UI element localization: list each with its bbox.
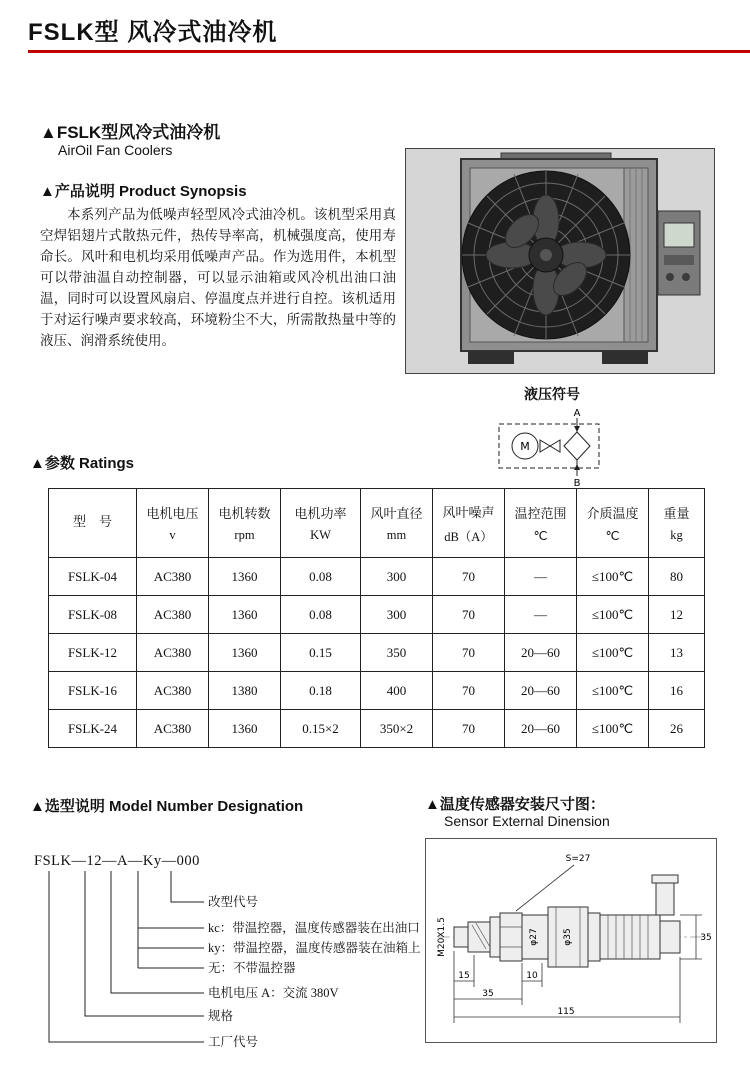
cell: AC380 bbox=[137, 710, 209, 748]
cell: 20—60 bbox=[505, 710, 577, 748]
model-code: FSLK—12—A—Ky—000 bbox=[34, 853, 200, 869]
cell: 80 bbox=[649, 558, 705, 596]
cell: 70 bbox=[433, 710, 505, 748]
model-designation-heading: ▲选型说明 Model Number Designation bbox=[30, 798, 304, 815]
product-photo bbox=[405, 148, 715, 374]
cell: 70 bbox=[433, 634, 505, 672]
sensor-heading-cn: ▲温度传感器安装尺寸图： bbox=[425, 796, 605, 813]
dim-phi35: φ35 bbox=[563, 928, 573, 946]
cell: — bbox=[505, 596, 577, 634]
cell: 0.08 bbox=[281, 596, 361, 634]
cell: ≤100℃ bbox=[577, 596, 649, 634]
table-row bbox=[49, 596, 705, 634]
cell: 70 bbox=[433, 596, 505, 634]
dim-115: 115 bbox=[557, 1007, 575, 1017]
cell: 20—60 bbox=[505, 672, 577, 710]
sensor-drawing bbox=[426, 839, 716, 1042]
dim-35: 35 bbox=[482, 989, 494, 999]
table-row bbox=[49, 710, 705, 748]
cell: 0.15×2 bbox=[281, 710, 361, 748]
column-header: 电机电压 v bbox=[137, 489, 209, 558]
port-a-label: A bbox=[573, 408, 581, 419]
designation-note: 无：不带温控器 bbox=[208, 961, 296, 975]
cell: 350×2 bbox=[361, 710, 433, 748]
designation-note: 电机电压 A：交流 380V bbox=[208, 986, 339, 1000]
cell: 1360 bbox=[209, 558, 281, 596]
cell: 300 bbox=[361, 596, 433, 634]
table-header-row bbox=[49, 489, 705, 558]
cell: 1360 bbox=[209, 596, 281, 634]
cell-model: FSLK-12 bbox=[49, 634, 137, 672]
column-header: 风叶噪声 dB（A） bbox=[433, 489, 505, 558]
cell: 300 bbox=[361, 558, 433, 596]
hydraulic-symbol-diagram bbox=[477, 406, 627, 488]
product-heading-en: AirOil Fan Coolers bbox=[58, 142, 173, 158]
table-row bbox=[49, 558, 705, 596]
model-designation-diagram bbox=[30, 845, 430, 1060]
designation-note: ky：带温控器，温度传感器装在油箱上 bbox=[208, 941, 421, 955]
column-header: 介质温度 ℃ bbox=[577, 489, 649, 558]
page-title: FSLK型 风冷式油冷机 bbox=[28, 19, 278, 46]
cell: 1360 bbox=[209, 634, 281, 672]
cell: AC380 bbox=[137, 672, 209, 710]
cell: 0.08 bbox=[281, 558, 361, 596]
cell: 350 bbox=[361, 634, 433, 672]
cell: 16 bbox=[649, 672, 705, 710]
cell: ≤100℃ bbox=[577, 558, 649, 596]
hydraulic-symbol-title: 液压符号 bbox=[524, 386, 580, 402]
motor-label: M bbox=[520, 440, 530, 453]
cell: 0.15 bbox=[281, 634, 361, 672]
cell: 12 bbox=[649, 596, 705, 634]
hydraulic-symbol-block bbox=[462, 384, 642, 488]
dim-thread: M20X1.5 bbox=[437, 917, 447, 957]
cell: — bbox=[505, 558, 577, 596]
designation-note: 规格 bbox=[208, 1009, 234, 1023]
ratings-heading: ▲参数 Ratings bbox=[30, 455, 135, 472]
column-header: 重量 kg bbox=[649, 489, 705, 558]
column-header: 风叶直径 mm bbox=[361, 489, 433, 558]
cell: AC380 bbox=[137, 558, 209, 596]
cell-model: FSLK-16 bbox=[49, 672, 137, 710]
sensor-dimension-drawing bbox=[425, 838, 717, 1043]
table-row bbox=[49, 672, 705, 710]
column-header: 温控范围 ℃ bbox=[505, 489, 577, 558]
cell-model: FSLK-08 bbox=[49, 596, 137, 634]
designation-note: kc：带温控器，温度传感器装在出油口 bbox=[208, 921, 420, 935]
sensor-heading-en: Sensor External Dinension bbox=[444, 813, 610, 829]
cell: AC380 bbox=[137, 596, 209, 634]
dim-10: 10 bbox=[526, 971, 538, 981]
cell-model: FSLK-04 bbox=[49, 558, 137, 596]
cell: 26 bbox=[649, 710, 705, 748]
port-b-label: B bbox=[573, 478, 581, 488]
cell-model: FSLK-24 bbox=[49, 710, 137, 748]
cell: 70 bbox=[433, 558, 505, 596]
dim-v35: 35 bbox=[700, 933, 712, 943]
designation-note: 工厂代号 bbox=[208, 1035, 259, 1049]
dim-phi27: φ27 bbox=[529, 928, 539, 946]
column-header: 电机转数 rpm bbox=[209, 489, 281, 558]
product-heading-cn: ▲FSLK型风冷式油冷机 bbox=[40, 123, 221, 142]
synopsis-body: 本系列产品为低噪声轻型风冷式油冷机。该机型采用真空焊铝翅片式散热元件，热传导率高，机械强度高，使用寿命长。风叶和电机均采用低噪声产品。作为选用件，本机型可以带油温自动控制器，可以显示油箱或风冷机出油口油温，同时可以设置风扇启、停温度点并进行自控。该机适用于对运行噪声要求较高，环境粉尘不大，所需散热量中等的液压、润滑系统使用。 bbox=[40, 207, 396, 348]
cell: 20—60 bbox=[505, 634, 577, 672]
cell: ≤100℃ bbox=[577, 634, 649, 672]
synopsis-heading: ▲产品说明 Product Synopsis bbox=[40, 183, 247, 200]
column-header: 电机功率 KW bbox=[281, 489, 361, 558]
dim-15: 15 bbox=[458, 971, 470, 981]
cell: ≤100℃ bbox=[577, 710, 649, 748]
ratings-table bbox=[48, 488, 705, 748]
table-row bbox=[49, 634, 705, 672]
oil-cooler-image bbox=[406, 149, 714, 373]
designation-note: 改型代号 bbox=[208, 895, 259, 909]
dim-s27: S=27 bbox=[565, 854, 591, 864]
cell: 70 bbox=[433, 672, 505, 710]
cell: 13 bbox=[649, 634, 705, 672]
cell: 1380 bbox=[209, 672, 281, 710]
title-divider bbox=[28, 50, 750, 53]
cell: ≤100℃ bbox=[577, 672, 649, 710]
column-header: 型 号 bbox=[49, 489, 137, 558]
cell: 400 bbox=[361, 672, 433, 710]
cell: AC380 bbox=[137, 634, 209, 672]
cell: 1360 bbox=[209, 710, 281, 748]
cell: 0.18 bbox=[281, 672, 361, 710]
